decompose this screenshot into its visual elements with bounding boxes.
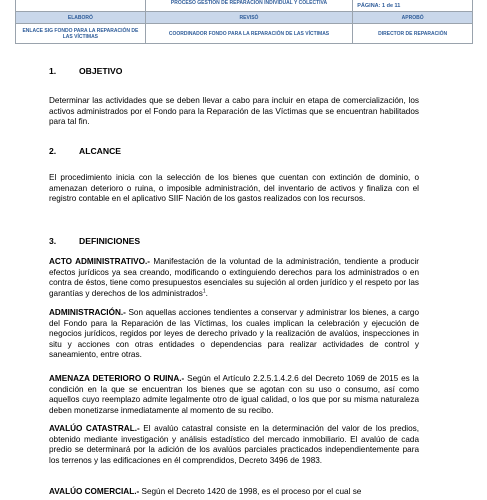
definition-item (49, 308, 419, 361)
alcance-paragraph: El procedimiento inicia con la selección de los bienes que cuentan con extinción de dominio, o amenazan deterioro o ruina, o imposible administración, del inventario de activos y finaliza con el registro contable en el aplicativo SIIF Nación de los gastos realizados con los recursos. (49, 173, 419, 204)
page-number: PÁGINA: 1 de 11 (353, 0, 473, 12)
definition-term: AMENAZA DETERIORO O RUINA.- (49, 374, 185, 383)
definition-term: ADMINISTRACIÓN.- (49, 308, 126, 317)
definition-term: ACTO ADMINISTRATIVO.- (49, 257, 151, 266)
definition-item (49, 424, 419, 466)
reviewed-value: COORDINADOR FONDO PARA LA REPARACIÓN DE LAS VÍCTIMAS (145, 24, 353, 44)
definition-term: AVALÚO CATASTRAL.- (49, 424, 140, 433)
header-blank-cell (16, 0, 146, 12)
section-title: DEFINICIONES (79, 236, 141, 246)
process-title: PROCESO GESTIÓN DE REPARACIÓN INDIVIDUAL Y COLECTIVA (145, 0, 353, 12)
document-header-table (15, 0, 473, 44)
prepared-label: ELABORÓ (16, 12, 146, 24)
definition-text: Manifestación de la voluntad de la administración, tendiente a producir efectos jurídicos ya sea creando, modificando o extinguiendo derechos para los administrados o en contra de éstos, tiene como presupuestos esenciales su sujeción al orden jurídico y el respeto por las garantías y derechos de los administrados (49, 257, 420, 298)
objetivo-paragraph: Determinar las actividades que se deben llevar a cabo para incluir en etapa de comercialización, los activos administrados por el Fondo para la Reparación de las Víctimas que se encuentran habilitados para tal fin. (49, 96, 419, 127)
definition-text: Según el Decreto 1420 de 1998, es el proceso por el cual se (139, 487, 362, 496)
section-number: 1. (49, 66, 57, 76)
definition-end: . (205, 288, 208, 298)
reviewed-label: REVISÓ (145, 12, 353, 24)
definition-text: Según el Artículo 2.2.5.1.4.2.6 del Decreto 1069 de 2015 es la condición en la que se encuentran los bienes que se agotan con su uso o consumo, así como aquellos cuyo reemplazo admite legalmente otro de igual calidad, o los que por su misma naturaleza deben monetizarse inmediatamente al momento de su recibo. (49, 374, 419, 415)
approved-label: APROBÓ (353, 12, 473, 24)
section-title: ALCANCE (79, 146, 122, 156)
definition-item (49, 257, 419, 299)
definition-text: El avalúo catastral consiste en la determinación del valor de los predios, obtenido mediante investigación y análisis estadístico del mercado inmobiliario. El avalúo de cada predio se determinará por la adición de los avalúos parciales practicados independientemente para los terrenos y las edificaciones en él comprendidos, Decreto 3496 de 1983. (49, 424, 419, 465)
section-alcance-heading (49, 146, 121, 157)
footnote-marker: 1 (202, 288, 206, 295)
definition-item (49, 374, 419, 416)
section-number: 2. (49, 146, 57, 156)
definition-text: Son aquellas acciones tendientes a conservar y administrar los bienes, a cargo del Fondo para la Reparación de las Víctimas, los cuales implican la celebración y ejecución de negocios jurídicos, regidos por leyes de derecho privado y la realización de avalúos, inspecciones in situ y acciones con otras entidades o dependencias para realizar actividades de control y saneamiento, entre otras. (49, 308, 419, 360)
approved-value: DIRECTOR DE REPARACIÓN (353, 24, 473, 44)
section-definiciones-heading (49, 236, 140, 247)
definition-term: AVALÚO COMERCIAL.- (49, 487, 140, 496)
definition-item (49, 487, 361, 498)
section-objetivo-heading (49, 66, 122, 77)
section-title: OBJETIVO (79, 66, 123, 76)
section-number: 3. (49, 236, 57, 246)
prepared-value: ENLACE SIG FONDO PARA LA REPARACIÓN DE LAS VÍCTIMAS (16, 24, 146, 44)
